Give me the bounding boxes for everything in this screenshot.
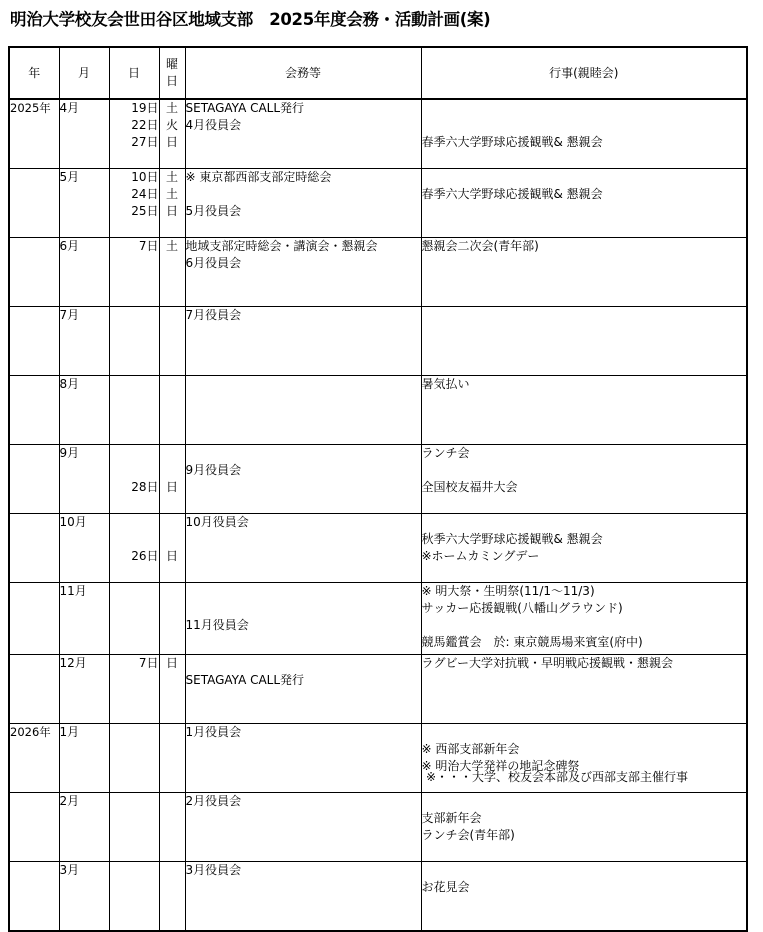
day-line	[110, 151, 159, 168]
kaimu-cell	[185, 862, 421, 932]
day-line	[110, 879, 159, 896]
days-cell	[109, 99, 159, 169]
plan-body	[9, 99, 747, 931]
weekday-line	[160, 255, 185, 272]
weekdays-cell	[159, 724, 185, 793]
weekday-line	[160, 827, 185, 844]
header-weekday	[159, 47, 185, 99]
weekday-line	[160, 896, 185, 913]
weekdays-cell	[159, 862, 185, 932]
weekday-line	[160, 445, 185, 462]
weekday-line	[160, 410, 185, 427]
gyoji-cell	[421, 169, 747, 238]
gyoji-line: 支部新年会	[421, 811, 482, 825]
year-cell	[9, 445, 59, 514]
day-line	[110, 758, 159, 775]
weekday-line	[160, 496, 185, 513]
kaimu-line	[186, 358, 421, 375]
kaimu-cell	[185, 445, 421, 514]
year-cell	[9, 862, 59, 932]
gyoji-line: お花見会	[421, 880, 470, 894]
gyoji-line	[422, 514, 747, 531]
kaimu-line: SETAGAYA CALL発行	[185, 673, 305, 687]
weekday-line: 土	[165, 101, 178, 115]
days-cell	[109, 445, 159, 514]
days-cell	[109, 862, 159, 932]
weekdays-cell	[159, 169, 185, 238]
month-cell: 4月	[59, 99, 109, 169]
gyoji-line: ラグビー大学対抗戦・早明戦応援観戦・懇親会	[421, 656, 674, 670]
table-row	[9, 307, 747, 376]
weekday-line	[160, 862, 185, 879]
weekday-line	[160, 427, 185, 444]
kaimu-line	[186, 896, 421, 913]
gyoji-line	[422, 151, 747, 168]
month-cell: 9月	[59, 445, 109, 514]
year-cell	[9, 583, 59, 655]
header-weekday-bottom: 日	[165, 74, 178, 88]
gyoji-line	[422, 913, 747, 930]
gyoji-line	[422, 706, 747, 723]
kaimu-line: 4月役員会	[185, 118, 242, 132]
table-row	[9, 376, 747, 445]
weekday-line: 日	[165, 135, 178, 149]
year-cell	[9, 376, 59, 445]
header-weekday-top: 曜	[165, 57, 178, 71]
day-line: 10日	[131, 170, 159, 184]
kaimu-line: SETAGAYA CALL発行	[185, 101, 305, 115]
gyoji-line: 暑気払い	[421, 377, 470, 391]
month-cell: 3月	[59, 862, 109, 932]
weekday-line	[160, 706, 185, 723]
gyoji-line	[422, 117, 747, 134]
weekday-line	[160, 634, 185, 651]
weekday-line: 火	[165, 118, 178, 132]
day-line	[110, 724, 159, 741]
year-cell: 2025年	[9, 99, 59, 169]
table-row	[9, 238, 747, 307]
days-cell	[109, 583, 159, 655]
table-row	[9, 169, 747, 238]
kaimu-line: 6月役員会	[185, 256, 242, 270]
weekday-line	[160, 793, 185, 810]
weekday-line	[160, 672, 185, 689]
year-cell	[9, 655, 59, 724]
day-line	[110, 514, 159, 531]
table-row	[9, 655, 747, 724]
gyoji-line: サッカー応援観戦(八幡山グラウンド)	[421, 601, 623, 615]
kaimu-line: 10月役員会	[185, 515, 249, 529]
gyoji-line	[422, 462, 747, 479]
gyoji-cell	[421, 514, 747, 583]
month-cell: 11月	[59, 583, 109, 655]
year-cell: 2026年	[9, 724, 59, 793]
weekday-line	[160, 307, 185, 324]
day-line	[110, 255, 159, 272]
day-line: 27日	[131, 135, 159, 149]
weekday-line	[160, 289, 185, 306]
kaimu-cell	[185, 793, 421, 862]
day-line	[110, 634, 159, 651]
gyoji-line: 春季六大学野球応援観戦& 懇親会	[421, 135, 603, 149]
weekday-line: 日	[165, 480, 178, 494]
kaimu-line	[186, 341, 421, 358]
weekday-line	[160, 617, 185, 634]
day-line: 22日	[131, 118, 159, 132]
month-cell: 5月	[59, 169, 109, 238]
kaimu-line	[186, 583, 421, 600]
kaimu-line	[186, 689, 421, 706]
kaimu-line: 1月役員会	[185, 725, 242, 739]
weekday-line	[160, 376, 185, 393]
weekdays-cell	[159, 99, 185, 169]
header-gyoji: 行事(親睦会)	[421, 47, 747, 99]
kaimu-line	[186, 913, 421, 930]
day-line: 26日	[131, 549, 159, 563]
kaimu-line	[186, 706, 421, 723]
kaimu-line	[186, 634, 421, 651]
activity-plan-table	[8, 46, 748, 932]
weekday-line	[160, 741, 185, 758]
gyoji-line: 全国校友福井大会	[421, 480, 518, 494]
day-line	[110, 307, 159, 324]
weekday-line	[160, 758, 185, 775]
gyoji-cell	[421, 862, 747, 932]
kaimu-line	[186, 410, 421, 427]
kaimu-line: 11月役員会	[185, 618, 249, 632]
gyoji-line	[422, 307, 747, 324]
kaimu-line	[186, 496, 421, 513]
day-line	[110, 410, 159, 427]
weekdays-cell	[159, 793, 185, 862]
weekday-line	[160, 531, 185, 548]
day-line	[110, 844, 159, 861]
weekday-line	[160, 220, 185, 237]
kaimu-line: 3月役員会	[185, 863, 242, 877]
month-cell: 12月	[59, 655, 109, 724]
gyoji-line	[422, 272, 747, 289]
kaimu-line	[186, 289, 421, 306]
weekday-line: 土	[165, 187, 178, 201]
table-row	[9, 793, 747, 862]
day-line	[110, 827, 159, 844]
weekday-line: 土	[165, 170, 178, 184]
weekday-line: 日	[165, 204, 178, 218]
kaimu-line	[186, 548, 421, 565]
gyoji-line: 秋季六大学野球応援観戦& 懇親会	[421, 532, 603, 546]
day-line: 24日	[131, 187, 159, 201]
day-line	[110, 600, 159, 617]
gyoji-cell	[421, 793, 747, 862]
kaimu-line	[186, 531, 421, 548]
day-line	[110, 427, 159, 444]
kaimu-cell	[185, 99, 421, 169]
month-cell: 1月	[59, 724, 109, 793]
gyoji-line: 春季六大学野球応援観戦& 懇親会	[421, 187, 603, 201]
gyoji-line: ※ 明治大学発祥の地記念碑祭	[421, 759, 580, 773]
gyoji-line: 懇親会二次会(青年部)	[421, 239, 539, 253]
day-line	[110, 324, 159, 341]
gyoji-line	[422, 358, 747, 375]
days-cell	[109, 376, 159, 445]
days-cell	[109, 793, 159, 862]
day-line	[110, 358, 159, 375]
weekday-line	[160, 583, 185, 600]
kaimu-line	[186, 600, 421, 617]
gyoji-line	[422, 862, 747, 879]
day-line	[110, 672, 159, 689]
kaimu-line	[186, 879, 421, 896]
day-line	[110, 445, 159, 462]
kaimu-line	[186, 775, 421, 792]
day-line	[110, 393, 159, 410]
weekdays-cell	[159, 514, 185, 583]
year-cell	[9, 169, 59, 238]
weekday-line	[160, 724, 185, 741]
weekday-line	[160, 844, 185, 861]
weekdays-cell	[159, 307, 185, 376]
kaimu-line: 5月役員会	[185, 204, 242, 218]
gyoji-line: ※ 明大祭・生明祭(11/1～11/3)	[421, 584, 595, 598]
kaimu-line: 2月役員会	[185, 794, 242, 808]
gyoji-cell	[421, 655, 747, 724]
days-cell	[109, 514, 159, 583]
day-line	[110, 220, 159, 237]
gyoji-line	[422, 672, 747, 689]
table-row	[9, 99, 747, 169]
weekday-line	[160, 358, 185, 375]
weekday-line	[160, 272, 185, 289]
gyoji-cell	[421, 307, 747, 376]
kaimu-cell	[185, 514, 421, 583]
kaimu-line	[186, 324, 421, 341]
gyoji-line	[422, 565, 747, 582]
kaimu-line	[186, 376, 421, 393]
day-line	[110, 741, 159, 758]
page-title: 明治大学校友会世田谷区地域支部 2025年度会務・活動計画(案)	[10, 10, 491, 29]
gyoji-line	[422, 427, 747, 444]
gyoji-line	[422, 169, 747, 186]
day-line	[110, 289, 159, 306]
kaimu-cell	[185, 583, 421, 655]
gyoji-line	[422, 341, 747, 358]
month-cell: 7月	[59, 307, 109, 376]
kaimu-cell	[185, 169, 421, 238]
gyoji-line	[422, 496, 747, 513]
month-cell: 8月	[59, 376, 109, 445]
day-line: 7日	[138, 656, 159, 670]
weekday-line	[160, 689, 185, 706]
header-kaimu: 会務等	[185, 47, 421, 99]
weekday-line: 日	[165, 549, 178, 563]
day-line	[110, 706, 159, 723]
gyoji-line	[422, 289, 747, 306]
gyoji-line: ※ホームカミングデー	[421, 549, 540, 563]
day-line	[110, 896, 159, 913]
kaimu-line	[186, 655, 421, 672]
header-year: 年	[9, 47, 59, 99]
days-cell	[109, 307, 159, 376]
kaimu-cell	[185, 238, 421, 307]
kaimu-line	[186, 151, 421, 168]
kaimu-line	[186, 445, 421, 462]
gyoji-line	[422, 724, 747, 741]
day-line	[110, 810, 159, 827]
gyoji-line: ランチ会	[421, 446, 470, 460]
weekday-line	[160, 151, 185, 168]
day-line	[110, 583, 159, 600]
weekday-line	[160, 324, 185, 341]
gyoji-line	[422, 203, 747, 220]
table-row	[9, 445, 747, 514]
day-line: 28日	[131, 480, 159, 494]
day-line	[110, 617, 159, 634]
kaimu-line: 地域支部定時総会・講演会・懇親会	[185, 239, 378, 253]
kaimu-line	[186, 186, 421, 203]
kaimu-line: 9月役員会	[185, 463, 242, 477]
gyoji-line	[422, 689, 747, 706]
weekday-line	[160, 565, 185, 582]
footnote: ※・・・大学、校友会本部及び西部支部主催行事	[426, 770, 689, 784]
kaimu-cell	[185, 655, 421, 724]
day-line	[110, 496, 159, 513]
kaimu-line	[186, 844, 421, 861]
gyoji-cell	[421, 99, 747, 169]
weekdays-cell	[159, 583, 185, 655]
day-line	[110, 793, 159, 810]
day-line	[110, 689, 159, 706]
year-cell	[9, 514, 59, 583]
day-line: 25日	[131, 204, 159, 218]
gyoji-line: ※ 西部支部新年会	[421, 742, 520, 756]
day-line	[110, 913, 159, 930]
table-row	[9, 862, 747, 932]
day-line	[110, 272, 159, 289]
days-cell	[109, 238, 159, 307]
weekday-line	[160, 393, 185, 410]
kaimu-line	[186, 758, 421, 775]
kaimu-line	[186, 220, 421, 237]
year-cell	[9, 307, 59, 376]
month-cell: 2月	[59, 793, 109, 862]
gyoji-line	[422, 220, 747, 237]
kaimu-line	[186, 565, 421, 582]
gyoji-line	[422, 324, 747, 341]
days-cell	[109, 655, 159, 724]
gyoji-line	[422, 896, 747, 913]
gyoji-line	[422, 393, 747, 410]
gyoji-line	[422, 844, 747, 861]
weekday-line	[160, 341, 185, 358]
day-line	[110, 531, 159, 548]
kaimu-line: 7月役員会	[185, 308, 242, 322]
gyoji-line	[422, 617, 747, 634]
kaimu-line	[186, 427, 421, 444]
month-cell: 10月	[59, 514, 109, 583]
weekday-line	[160, 514, 185, 531]
header-month: 月	[59, 47, 109, 99]
gyoji-cell	[421, 376, 747, 445]
weekdays-cell	[159, 445, 185, 514]
table-row	[9, 583, 747, 655]
gyoji-line: ランチ会(青年部)	[421, 828, 515, 842]
header-day: 日	[109, 47, 159, 99]
kaimu-line	[186, 827, 421, 844]
gyoji-cell	[421, 445, 747, 514]
gyoji-line	[422, 100, 747, 117]
kaimu-cell	[185, 724, 421, 793]
year-cell	[9, 238, 59, 307]
gyoji-line	[422, 793, 747, 810]
weekday-line	[160, 810, 185, 827]
kaimu-line	[186, 741, 421, 758]
day-line: 7日	[138, 239, 159, 253]
gyoji-cell	[421, 238, 747, 307]
day-line	[110, 862, 159, 879]
year-cell	[9, 793, 59, 862]
kaimu-line	[186, 134, 421, 151]
kaimu-cell	[185, 307, 421, 376]
day-line	[110, 565, 159, 582]
day-line	[110, 775, 159, 792]
weekdays-cell	[159, 655, 185, 724]
kaimu-line: ※ 東京都西部支部定時総会	[185, 170, 332, 184]
day-line	[110, 376, 159, 393]
kaimu-line	[186, 393, 421, 410]
kaimu-line	[186, 479, 421, 496]
weekdays-cell	[159, 376, 185, 445]
weekday-line	[160, 462, 185, 479]
days-cell	[109, 169, 159, 238]
weekday-line: 土	[165, 239, 178, 253]
gyoji-cell	[421, 583, 747, 655]
weekday-line: 日	[165, 656, 178, 670]
gyoji-line: 競馬鑑賞会 於: 東京競馬場来賓室(府中)	[421, 635, 643, 649]
kaimu-line	[186, 810, 421, 827]
day-line	[110, 462, 159, 479]
day-line	[110, 341, 159, 358]
weekday-line	[160, 879, 185, 896]
kaimu-line	[186, 272, 421, 289]
weekday-line	[160, 600, 185, 617]
weekdays-cell	[159, 238, 185, 307]
weekday-line	[160, 775, 185, 792]
kaimu-cell	[185, 376, 421, 445]
day-line: 19日	[131, 101, 159, 115]
gyoji-line	[422, 255, 747, 272]
header-row	[9, 47, 747, 99]
table-row	[9, 514, 747, 583]
gyoji-line	[422, 410, 747, 427]
month-cell: 6月	[59, 238, 109, 307]
weekday-line	[160, 913, 185, 930]
days-cell	[109, 724, 159, 793]
